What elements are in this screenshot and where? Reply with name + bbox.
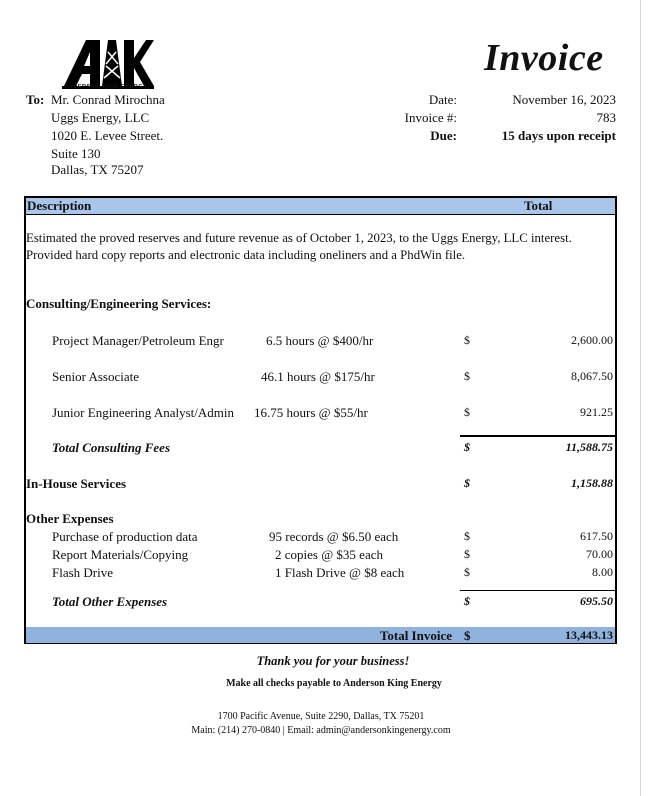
other-total-amount: 695.50 [580,594,613,608]
due-label: Due: [430,128,457,143]
line-item-currency: $ [464,565,470,579]
subtotal-rule [460,590,617,591]
company-contact: Main: (214) 270-0840 | Email: admin@andersonkingenergy.com [191,725,451,736]
to-line-4: Suite 130 [51,146,101,161]
to-label: To: [26,92,45,107]
other-heading: Other Expenses [26,511,114,526]
to-line-5: Dallas, TX 75207 [51,162,144,177]
grand-total-amount: 13,443.13 [565,628,613,642]
line-item-qty: 2 copies @ $35 each [275,547,383,562]
inhouse-amount: 1,158.88 [571,476,613,490]
invoice-number-label: Invoice #: [404,110,457,125]
line-item-amount: 617.50 [580,529,613,543]
to-line-1: Mr. Conrad Mirochna [51,92,165,107]
consulting-total-label: Total Consulting Fees [52,440,170,455]
invoice-number-value: 783 [596,110,616,125]
to-line-2: Uggs Energy, LLC [51,110,150,125]
line-item-qty: 16.75 hours @ $55/hr [254,405,368,420]
col-description: Description [27,198,92,213]
line-item-name: Junior Engineering Analyst/Admin [52,405,234,420]
line-item-currency: $ [464,547,470,561]
line-item-amount: 921.25 [580,405,613,419]
grand-total-currency: $ [464,628,471,643]
thank-you-note: Thank you for your business! [256,654,410,668]
line-item-name: Senior Associate [52,369,140,384]
consulting-total-amount: 11,588.75 [565,440,613,454]
line-item-name: Flash Drive [52,565,114,580]
line-item-amount: 8.00 [592,565,613,579]
logo-subtitle: ANDERSON KING ENERGY [64,84,148,90]
inhouse-currency: $ [464,476,470,490]
line-item-currency: $ [464,405,470,419]
line-item-currency: $ [464,369,470,383]
line-item-amount: 8,067.50 [571,369,613,383]
line-item-name: Project Manager/Petroleum Engr [52,333,224,348]
line-item-amount: 70.00 [586,547,613,561]
summary-line-2: Provided hard copy reports and electronic data including oneliners and a PhdWin file. [26,248,466,262]
subtotal-rule [460,435,617,437]
consulting-total-currency: $ [464,440,470,454]
to-line-3: 1020 E. Levee Street. [51,128,164,143]
consulting-heading: Consulting/Engineering Services: [26,296,212,311]
grand-total-label: Total Invoice [379,628,452,643]
line-item-name: Purchase of production data [52,529,198,544]
line-item-qty: 95 records @ $6.50 each [269,529,399,544]
col-total: Total [524,198,553,213]
other-total-currency: $ [464,594,470,608]
due-value: 15 days upon receipt [501,128,616,143]
line-item-qty: 6.5 hours @ $400/hr [266,333,374,348]
invoice-title: Invoice [484,37,604,79]
company-address: 1700 Pacific Avenue, Suite 2290, Dallas, TX 75201 [217,711,425,722]
summary-line-1: Estimated the proved reserves and future revenue as of October 1, 2023, to the Uggs Energy, LLC interest. [26,231,572,245]
date-label: Date: [428,92,457,107]
other-total-label: Total Other Expenses [52,594,168,609]
line-item-qty: 1 Flash Drive @ $8 each [275,565,405,580]
date-value: November 16, 2023 [512,92,616,107]
payable-note: Make all checks payable to Anderson King Energy [226,678,442,689]
line-item-currency: $ [464,529,470,543]
line-item-amount: 2,600.00 [571,333,613,347]
line-item-currency: $ [464,333,470,347]
company-logo [62,38,154,90]
inhouse-label: In-House Services [26,476,127,491]
line-item-name: Report Materials/Copying [52,547,189,562]
line-item-qty: 46.1 hours @ $175/hr [261,369,375,384]
